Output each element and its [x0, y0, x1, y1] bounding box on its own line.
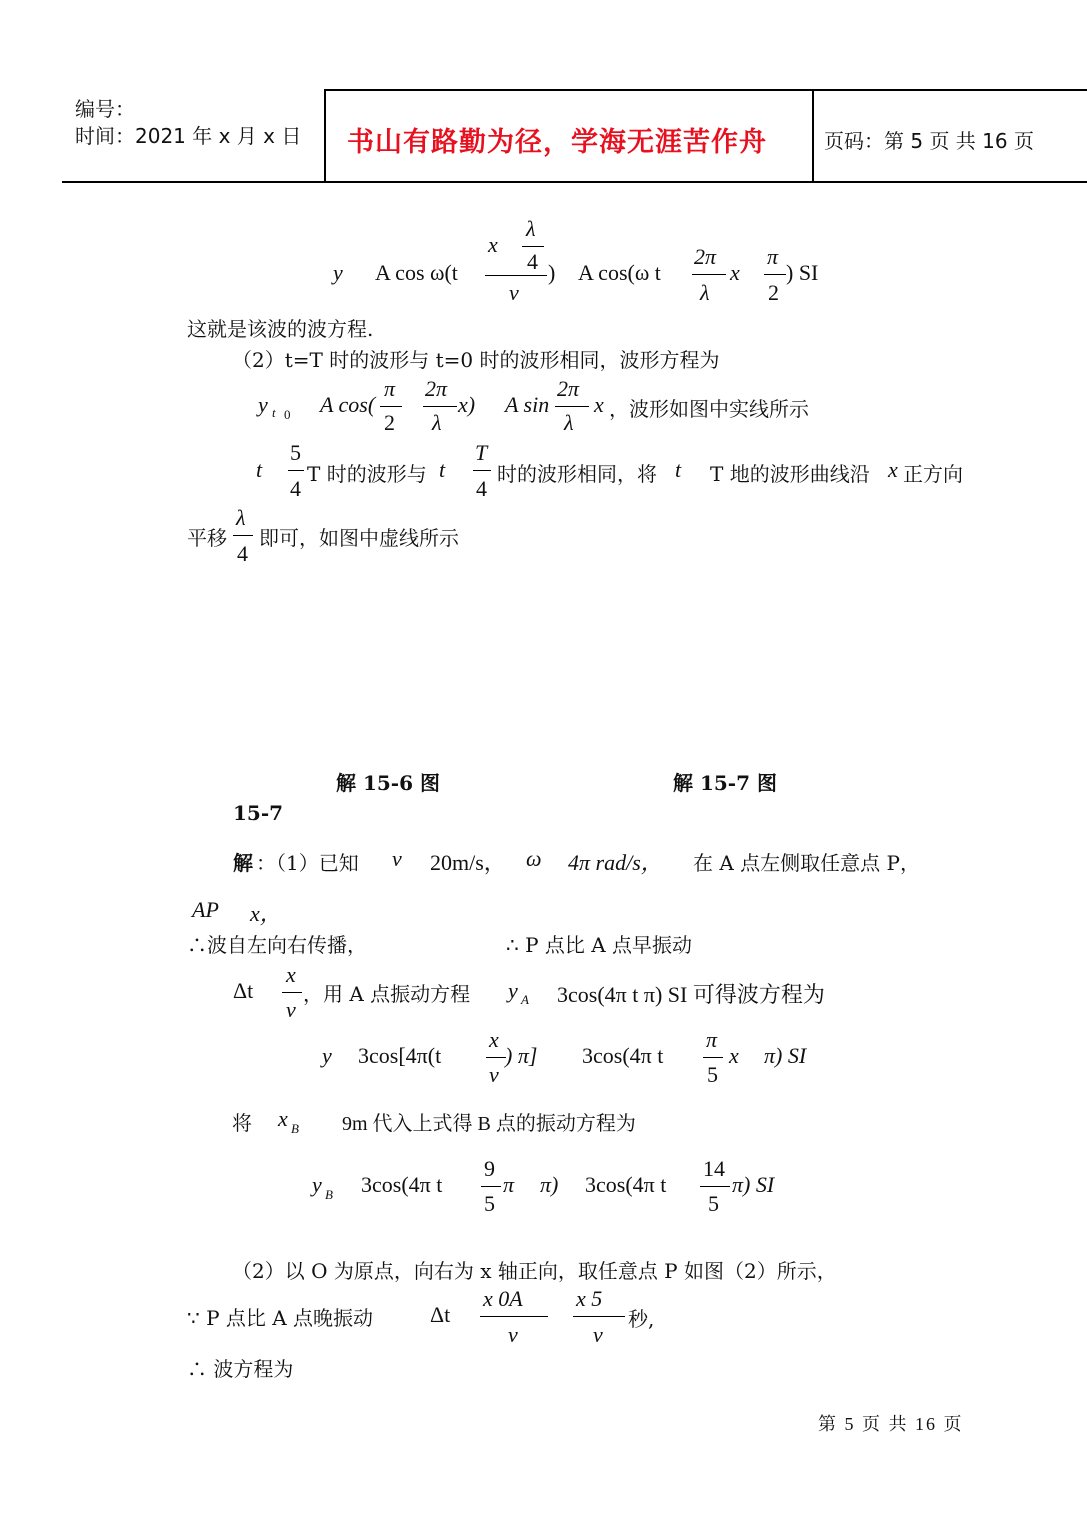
dt-label: Δt [233, 978, 254, 1003]
therefore-text: ∴ 波方程为 [187, 1357, 294, 1381]
eq2-lambda-b: λ [564, 410, 574, 435]
eq5-b: π) [540, 1172, 559, 1197]
eq4-x: x [489, 1027, 499, 1052]
eq1-si: ) SI [786, 260, 819, 285]
eq3-five-bar [288, 470, 304, 471]
eq4-bar [486, 1057, 506, 1058]
propagation-left: ∴波自左向右传播， [187, 933, 367, 957]
eq1-2pi: 2π [694, 244, 717, 269]
eq1-xd: x [730, 260, 740, 285]
shift-four: 4 [237, 541, 248, 566]
eq5-sub: B [325, 1187, 333, 1202]
ya-y: y [508, 978, 518, 1003]
solution-v: v [392, 846, 402, 871]
text-wave-equation-note: 这就是该波的波方程. [187, 317, 374, 341]
eq3-text3: T 地的波形曲线沿 [710, 462, 870, 486]
eq3-five: 5 [290, 440, 301, 465]
late-v1: v [508, 1322, 518, 1347]
eq1-four: 4 [527, 249, 538, 274]
eq1-y: y [333, 260, 343, 285]
propagation-right: ∴ P 点比 A 点早振动 [506, 933, 693, 957]
solution-label: 解 [233, 851, 253, 875]
late-v2: v [593, 1322, 603, 1347]
eq4-d: π) SI [764, 1043, 807, 1068]
eq3-t3: t [675, 457, 682, 482]
eq1-a: A cos ω(t [375, 260, 458, 285]
sub-pre: 将 [232, 1111, 252, 1135]
eq1-2pi-bar [692, 274, 726, 275]
late-bar-2 [573, 1316, 625, 1317]
figure-caption-15-6: 解 15-6 图 [336, 771, 440, 795]
document-time-label: 时间：2021 年 x 月 x 日 [75, 124, 302, 148]
eq4-y: y [322, 1043, 332, 1068]
eq2-2pi-b: 2π [557, 376, 580, 401]
eq2-sin: A sin [505, 392, 550, 417]
ap-x: x， [250, 901, 282, 926]
eq1-lambda: λ [526, 216, 536, 241]
eq4-pi: π [706, 1027, 718, 1052]
late-seconds: 秒, [628, 1307, 655, 1331]
dt-x: x [286, 962, 296, 987]
eq2-2pi: 2π [425, 376, 448, 401]
eq1-lambda-bar [522, 246, 544, 247]
eq4-pi-bar [703, 1057, 723, 1058]
eq2-xb: x [594, 392, 604, 417]
eq1-pi-bar [764, 274, 786, 275]
eq5-nine-bar [481, 1186, 501, 1187]
sub-x-subscript: B [291, 1121, 299, 1136]
eq2-2pi-b-bar [555, 406, 589, 407]
eq3-four-b: 4 [476, 476, 487, 501]
text-part2b: （2）以 O 为原点，向右为 x 轴正向，取任意点 P 如图（2）所示， [232, 1259, 837, 1283]
eq1-c: A cos(ω t [578, 260, 661, 285]
eq5-a: 3cos(4π t [361, 1172, 443, 1197]
late-bar-1 [480, 1316, 548, 1317]
document-number-label: 编号： [75, 97, 135, 121]
ya-sub: A [521, 992, 529, 1007]
dt-text: ，用 A 点振动方程 [303, 982, 471, 1006]
eq2-tail: ，波形如图中实线所示 [609, 397, 809, 421]
eq3-x: x [888, 457, 898, 482]
eq2-a: A cos( [320, 392, 376, 417]
ap-label: AP [192, 897, 219, 922]
ya-equation: 3cos(4π t π) SI 可得波方程为 [557, 982, 825, 1007]
shift-post: 即可，如图中虚线所示 [259, 526, 459, 550]
eq3-T-bar [473, 470, 491, 471]
eq4-xt: x [729, 1043, 739, 1068]
eq4-a: 3cos[4π(t [358, 1043, 442, 1068]
eq3-t: t [256, 457, 263, 482]
solution-omega-value: 4π rad/s， [568, 850, 663, 875]
sub-text: 9m 代入上式得 B 点的振动方程为 [342, 1113, 636, 1135]
shift-lambda: λ [236, 505, 246, 530]
solution-intro: ：（1）已知 [256, 851, 359, 875]
eq3-text1: T 时的波形与 [307, 462, 427, 486]
header-top-rule [325, 89, 1087, 91]
eq5-d: π) SI [732, 1172, 775, 1197]
problem-number: 15-7 [233, 801, 284, 825]
eq2-lambda: λ [432, 410, 442, 435]
eq5-y: y [312, 1172, 322, 1197]
eq2-x: x) [458, 392, 476, 417]
header-motto: 书山有路勤为径，学海无涯苦作舟 [347, 127, 767, 158]
eq2-2pi-bar [423, 406, 457, 407]
eq1-v: v [509, 280, 519, 305]
eq5-five-b: 5 [708, 1191, 719, 1216]
header-divider-left [324, 89, 326, 182]
eq5-pi: π [503, 1172, 515, 1197]
eq3-T: T [475, 440, 488, 465]
eq5-nine: 9 [484, 1156, 495, 1181]
header-bottom-rule [62, 181, 1087, 183]
dt-bar [282, 992, 302, 993]
shift-bar [233, 535, 253, 536]
eq2-sub-0: 0 [284, 407, 291, 422]
page-indicator: 页码：第 5 页 共 16 页 [824, 129, 1034, 153]
solution-rest: 在 A 点左侧取任意点 P， [693, 851, 920, 875]
late-dt: Δt [430, 1302, 451, 1327]
late-x1: x 0A [483, 1286, 523, 1311]
eq2-pi-bar [380, 406, 402, 407]
late-x2: x 5 [576, 1286, 603, 1311]
eq3-four: 4 [290, 476, 301, 501]
eq1-x: x [488, 232, 498, 257]
shift-pre: 平移 [187, 526, 227, 550]
eq5-fourteen: 14 [703, 1156, 725, 1181]
eq5-five: 5 [484, 1191, 495, 1216]
eq1-pi: π [767, 244, 779, 269]
header-divider-right [812, 89, 814, 182]
eq1-two: 2 [768, 280, 779, 305]
solution-v-value: 20m/s， [430, 850, 506, 875]
eq1-close: ) [548, 260, 556, 285]
eq2-pi: π [384, 376, 396, 401]
eq4-c: 3cos(4π t [582, 1043, 664, 1068]
eq2-sub-t: t [272, 405, 276, 420]
page-footer: 第 5 页 共 16 页 [818, 1414, 964, 1434]
eq3-text2: 时的波形相同，将 [497, 462, 657, 486]
eq1-main-bar [485, 275, 547, 276]
eq5-c: 3cos(4π t [585, 1172, 667, 1197]
eq2-two: 2 [384, 410, 395, 435]
eq3-t2: t [439, 457, 446, 482]
sub-x: x [278, 1106, 288, 1131]
eq3-text4: 正方向 [903, 462, 963, 486]
eq4-b: ) π] [505, 1043, 538, 1068]
eq1-lambda2: λ [700, 280, 710, 305]
dt-v: v [286, 997, 296, 1022]
eq2-y: y [258, 392, 268, 417]
eq4-v: v [489, 1062, 499, 1087]
text-part2-intro: （2）t=T 时的波形与 t=0 时的波形相同，波形方程为 [232, 348, 720, 372]
eq4-five: 5 [707, 1062, 718, 1087]
because-text: ∵ P 点比 A 点晚振动 [187, 1306, 374, 1330]
figure-caption-15-7: 解 15-7 图 [673, 771, 777, 795]
eq5-fourteen-bar [700, 1186, 730, 1187]
solution-omega: ω [526, 846, 542, 871]
